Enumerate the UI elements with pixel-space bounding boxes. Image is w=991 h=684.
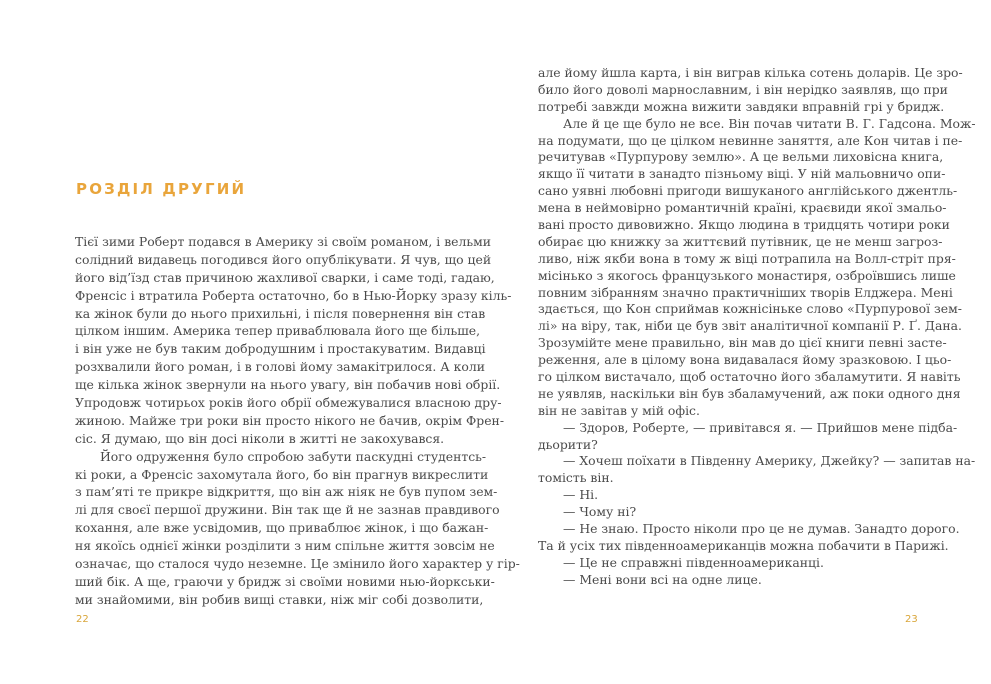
text-line: потребі завжди можна вижити завдяки вправній грі у бридж. bbox=[538, 98, 945, 114]
text-line: ший бік. А ще, граючи у бридж зі своїми новими нью-йоркськи- bbox=[75, 573, 495, 589]
text-line: — Здоров, Роберте, — привітався я. — Прийшов мене підба- bbox=[563, 419, 958, 435]
paragraph bbox=[538, 521, 960, 555]
text-line: на подумати, що це цілком невинне заняття, але Кон читав і пе- bbox=[538, 132, 963, 148]
page-number: 23 bbox=[905, 614, 918, 625]
text-line: здається, що Кон сприймав кожнісіньке слово «Пурпурової зем- bbox=[538, 301, 962, 317]
text-line: — Це не справжні південноамериканці. bbox=[563, 554, 824, 570]
text-line: Упродовж чотирьох років його обрії обмежувалися власною дру- bbox=[75, 395, 502, 411]
text-line: Його одруження було спробою забути паскудні студентсь- bbox=[100, 448, 487, 464]
text-line: сано уявні любовні пригоди вишуканого англійського джентль- bbox=[538, 183, 958, 199]
text-line: він не завітав у мій офіс. bbox=[538, 402, 700, 418]
paragraph bbox=[75, 448, 520, 609]
text-line: кохання, але вже усвідомив, що приваблює жінок, і що бажан- bbox=[75, 520, 489, 536]
text-line: реження, але в цілому вона видавалася йому зразковою. І цьо- bbox=[538, 352, 952, 368]
text-line: — Чому ні? bbox=[563, 504, 637, 520]
paragraph bbox=[75, 233, 512, 448]
text-line: не уявляв, наскільки він був збаламучений, аж поки одного дня bbox=[538, 385, 961, 401]
paragraph bbox=[538, 453, 976, 487]
text-line: ка жінок були до нього прихильні, і після повернення він став bbox=[75, 305, 486, 321]
text-line: Тієї зими Роберт подався в Америку зі своїм романом, і вельми bbox=[75, 234, 492, 249]
text-line: Зрозумійте мене правильно, він мав до цієї книги певні засте- bbox=[538, 335, 947, 351]
text-line: било його доволі марнославним, і він нерідко заявляв, що при bbox=[538, 81, 948, 97]
text-line: розхвалили його роман, і в голові йому замакітрилося. А коли bbox=[75, 359, 485, 375]
text-line: Та й усіх тих південноамериканців можна побачити в Парижі. bbox=[538, 537, 949, 553]
right-page bbox=[495, 0, 991, 684]
text-line: ливо, ніж якби вона в тому ж віці потрапила на Волл-стріт пря- bbox=[538, 250, 956, 266]
paragraph bbox=[538, 504, 918, 521]
text-line: лі для своєї першої дружини. Він так ще й не зазнав правдивого bbox=[75, 502, 500, 518]
text-line: обирає цю книжку за життєвий путівник, це не менш загроз- bbox=[538, 233, 943, 249]
paragraph bbox=[538, 487, 918, 504]
text-line: місінько з якогось французького монастиря, озброївшись лише bbox=[538, 267, 956, 283]
text-line: Але й це ще було не все. Він почав читати В. Г. Гадсона. Мож- bbox=[563, 115, 976, 131]
left-page-text bbox=[75, 233, 520, 609]
text-line: — Хочеш поїхати в Південну Америку, Джейку? — запитав на- bbox=[563, 453, 976, 469]
text-line: означає, що сталося чудо неземне. Це змінило його характер у гір- bbox=[75, 556, 520, 572]
text-line: — Не знаю. Просто ніколи про це не думав. Занадто дорого. bbox=[563, 521, 960, 537]
chapter-title: РОЗДІЛ ДРУГИЙ bbox=[76, 180, 247, 198]
text-line: і він уже не був таким добродушним і простакуватим. Видавці bbox=[75, 341, 486, 357]
text-line: Френсіс і втратила Роберта остаточно, бо в Нью-Йорку зразу кіль- bbox=[75, 287, 512, 303]
text-line: — Мені вони всі на одне лице. bbox=[563, 571, 762, 587]
text-line: цілком іншим. Америка тепер приваблювала його ще більше, bbox=[75, 323, 481, 339]
text-line: ми знайомими, він робив вищі ставки, ніж міг собі дозволити, bbox=[75, 591, 484, 607]
text-line: кі роки, а Френсіс захомутала його, бо він прагнув викреслити bbox=[75, 466, 489, 482]
paragraph bbox=[538, 555, 918, 572]
paragraph bbox=[538, 572, 918, 589]
text-line: мена в неймовірно романтичній країні, краєвиди якої змальо- bbox=[538, 200, 947, 216]
paragraph bbox=[538, 419, 958, 454]
page-number: 22 bbox=[76, 614, 89, 625]
text-line: повним зібранням значно практичніших творів Елджера. Мені bbox=[538, 284, 953, 300]
text-line: речитував «Пурпурову землю». А це вельми лиховісна книга, bbox=[538, 149, 944, 165]
text-line: ня якоїсь однієї жінки розділити з ним спільне життя зовсім не bbox=[75, 538, 495, 554]
text-line: вані просто дивовижно. Якщо людина в тридцять чотири роки bbox=[538, 217, 950, 233]
text-line: якщо її читати в занадто пізньому віці. У ній мальовничо опи- bbox=[538, 166, 946, 182]
text-line: сіс. Я думаю, що він досі ніколи в житті не закохувався. bbox=[75, 430, 445, 446]
right-page-text bbox=[538, 65, 976, 589]
text-line: ще кілька жінок звернули на нього увагу, він побачив нові обрії. bbox=[75, 377, 501, 393]
text-line: з пам’яті те прикре відкриття, що він аж ніяк не був пупом зем- bbox=[75, 484, 498, 500]
text-line: але йому йшла карта, і він виграв кілька сотень доларів. Це зро- bbox=[538, 65, 963, 80]
text-line: дьорити? bbox=[538, 436, 598, 452]
text-line: жиною. Майже три роки він просто нікого не бачив, окрім Френ- bbox=[75, 412, 505, 428]
text-line: його від’їзд став причиною жахливої сварки, і саме тоді, гадаю, bbox=[75, 269, 495, 285]
text-line: го цілком вистачало, щоб остаточно його збаламутити. Я навіть bbox=[538, 369, 961, 385]
text-line: — Ні. bbox=[563, 487, 599, 503]
text-line: томість він. bbox=[538, 470, 614, 486]
paragraph bbox=[538, 115, 976, 420]
text-line: лі» на віру, так, ніби це був звіт аналітичної компанії Р. Ґ. Дана. bbox=[538, 318, 962, 334]
text-line: солідний видавець погодився його опублікувати. Я чув, що цей bbox=[75, 251, 492, 267]
paragraph bbox=[538, 65, 963, 116]
